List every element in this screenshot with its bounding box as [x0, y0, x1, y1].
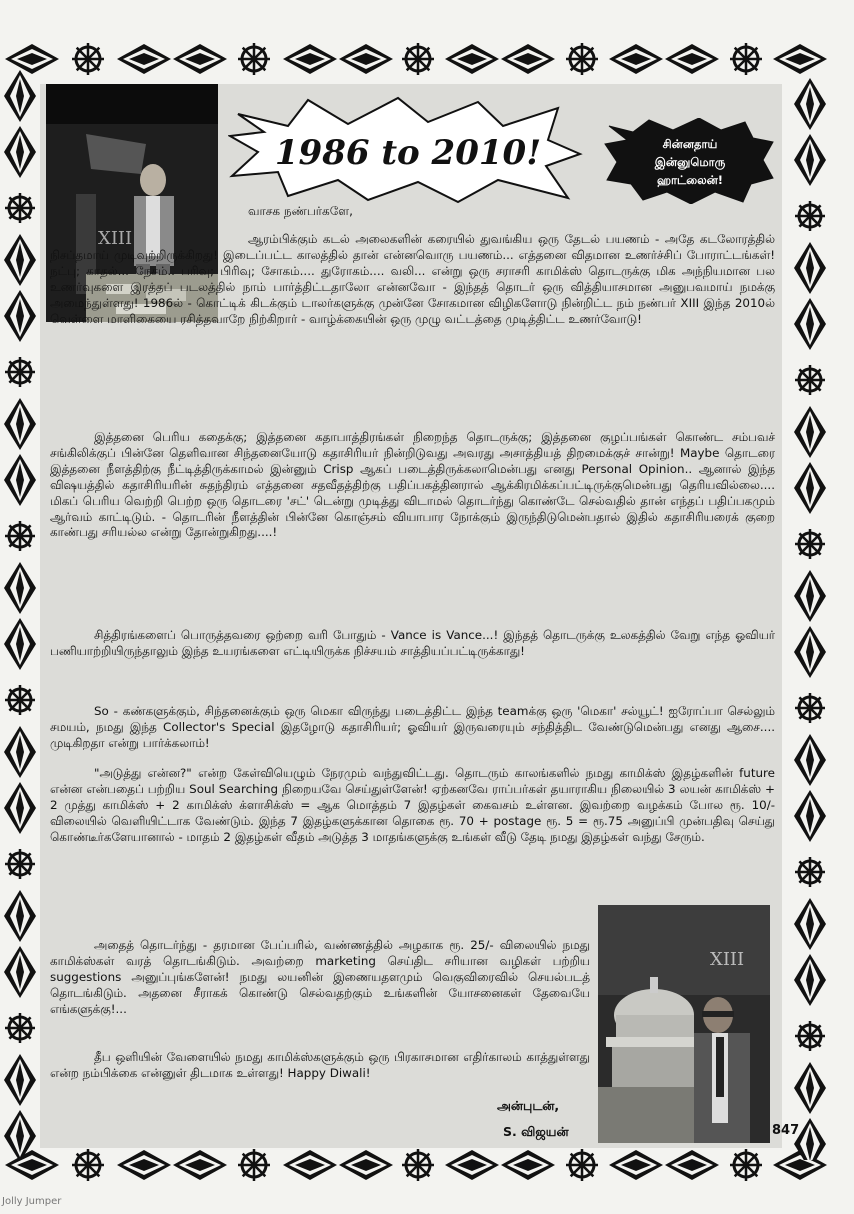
border-diamond: [173, 44, 227, 74]
border-diamond: [794, 898, 826, 950]
border-diamond: [445, 44, 499, 74]
badge-line-3: ஹாட்லைன்!: [656, 173, 724, 187]
border-wheel-icon: [730, 1149, 762, 1181]
border-diamond: [4, 398, 36, 450]
top-border: [0, 36, 854, 82]
border-diamond: [794, 298, 826, 350]
border-wheel-icon: [795, 201, 825, 231]
border-diamond: [117, 1150, 171, 1180]
border-diamond: [4, 782, 36, 834]
border-diamond: [665, 44, 719, 74]
paragraph-6: அதைத் தொடர்ந்து - தரமான பேப்பரில், வண்ணத்தில் அழகாக ரூ. 25/- விலையில் நமது காமிக்ஸ்கள் வரத் தொடங்கிடும். அவற்றை marketing செய்திட சரியான வழிகள் பற்றிய suggestions அனுப்புங்களேன்! நமது லயனின் இணையதளமும் வெகுவிரைவில் செயல்படத் தொடங்கிடும். அதனை சீராகக் கொண்டு செல்வதற்கும் உங்களின் யோசனைகள் தேவையே எங்களுக்கு!...: [50, 938, 590, 1016]
page-number: 847: [772, 1123, 800, 1138]
bottom-border: [0, 1142, 854, 1188]
border-diamond: [794, 1062, 826, 1114]
border-diamond: [339, 1150, 393, 1180]
border-wheel-icon: [72, 1149, 104, 1181]
border-diamond: [794, 790, 826, 842]
border-wheel-icon: [730, 43, 762, 75]
border-diamond: [609, 1150, 663, 1180]
border-diamond: [445, 1150, 499, 1180]
watermark: Jolly Jumper: [2, 1196, 62, 1207]
paragraph-5: "அடுத்து என்ன?" என்ற கேள்வியெழும் நேரமும் வந்துவிட்டது. தொடரும் காலங்களில் நமது காமிக்ஸ் இதழ்களின் future என்ன என்பதைப் பற்றிய Soul Searching நிறையவே செய்துள்ளேன்! ஏற்கனவே ராப்பர்கள் தயாராகிய நிலையில் 3 லயன் காமிக்ஸ் + 2 முத்து காமிக்ஸ் + 2 காமிக்ஸ் க்ளாசிக்ஸ் = ஆக மொத்தம் 7 இதழ்கள் கைவசம் உள்ளன. இவற்றை வழக்கம் போல ரூ. 10/- விலையில் வெளியிட்டாக வேண்டும். இந்த 7 இதழ்களுக்கான தொகை ரூ. 70 + postage ரூ. 5 = ரூ.75 அனுப்பி முன்பதிவு செய்து கொண்டீர்களேயானால் - மாதம் 2 இதழ்கள் வீதம் அடுத்த 3 மாதங்களுக்கு உங்கள் வீடு தேடி நமது இதழ்கள் வந்து சேரும்.: [50, 766, 775, 844]
border-diamond: [4, 1110, 36, 1160]
border-diamond: [794, 954, 826, 1006]
border-wheel-icon: [402, 1149, 434, 1181]
border-wheel-icon: [795, 1021, 825, 1051]
border-diamond: [794, 134, 826, 186]
border-wheel-icon: [5, 193, 35, 223]
border-diamond: [283, 44, 337, 74]
border-diamond: [4, 946, 36, 998]
border-wheel-icon: [5, 849, 35, 879]
badge-line-1: சின்னதாய்: [662, 137, 718, 151]
border-diamond: [4, 726, 36, 778]
paragraph-7: தீப ஒளியின் வேளையில் நமது காமிக்ஸ்களுக்கும் ஒரு பிரகாசமான எதிர்காலம் காத்துள்ளது என்ற நம்பிக்கை என்னுள் திடமாக உள்ளது! Happy Diwali!: [50, 1050, 590, 1080]
salutation: வாசக நண்பர்களே,: [248, 204, 353, 218]
xiii-logo-2: XIII: [710, 949, 745, 970]
border-wheel-icon: [5, 521, 35, 551]
signature: S. விஜயன்: [503, 1124, 569, 1139]
paragraph-4: So - கண்களுக்கும், சிந்தனைக்கும் ஒரு மெகா விருந்து படைத்திட்ட இந்த teamக்கு ஒரு 'மெகா' சல்யூட்! ஐரோப்பா செல்லும் சமயம், நமது இந்த Collector's Special இதழோடு கதாசிரியர்; ஓவியர் இருவரையும் சந்தித்திட வேண்டுமென்பது எனது ஆசை.... முடிகிறதா என்று பார்க்கலாம்!: [50, 704, 775, 750]
border-diamond: [4, 890, 36, 942]
border-diamond: [794, 462, 826, 514]
border-wheel-icon: [795, 857, 825, 887]
border-diamond: [794, 78, 826, 130]
left-border: [0, 60, 40, 1160]
headline-text: 1986 to 2010!: [274, 133, 542, 173]
paragraph-1: ஆரம்பிக்கும் கடல் அலைகளின் கரையில் துவங்கிய ஒரு தேடல் பயணம் - அதே கடலோரத்தில் நிசப்தமாய் முடிவுற்றிருக்கிறது! இடைப்பட்ட காலத்தில் தான் என்னவொரு பயணம்... எத்தனை விதமான உணர்ச்சிப் போராட்டங்கள்! நட்பு; காதல்... நேசம்.. பரிவு; பிரிவு; சோகம்.... துரோகம்.... வலி... என்று ஒரு சராசரி காமிக்ஸ் தொடருக்கு மிக அந்நியமான பல உணர்வுகளை இரத்தப் படலத்தில் நாம் பார்த்திட்டதாலோ என்னவோ - இந்தத் தொடர் ஒரு வித்தியாசமான அனுபவமாய் நமக்கு அமைந்துள்ளது! 1986ல் - கொட்டிக் கிடக்கும் டாலர்களுக்கு முன்னே சோகமான விழிகளோடு நின்றிட்ட நம் நண்பர் XIII இந்த 2010ல் வெள்ளை மாளிகையை ரசித்தவாறே நிற்கிறார் - வாழ்க்கையின் ஒரு முழு வட்டத்தை முடித்திட்ட உணர்வோடு!: [50, 232, 775, 326]
border-diamond: [4, 70, 36, 122]
border-wheel-icon: [72, 43, 104, 75]
border-wheel-icon: [402, 43, 434, 75]
border-wheel-icon: [238, 1149, 270, 1181]
border-diamond: [4, 234, 36, 286]
border-diamond: [794, 734, 826, 786]
border-diamond: [794, 626, 826, 678]
border-diamond: [4, 454, 36, 506]
paragraph-3: சித்திரங்களைப் பொருத்தவரை ஒற்றை வரி போதும் - Vance is Vance...! இந்தத் தொடருக்கு உலகத்தில் வேறு எந்த ஓவியர் பணியாற்றியிருந்தாலும் இந்த உயரங்களை எட்டியிருக்க நிச்சயம் சாத்தியப்பட்டிருக்காது!: [50, 628, 775, 658]
xiii-logo-1: XIII: [98, 228, 133, 249]
border-diamond: [173, 1150, 227, 1180]
badge-line-2: இன்னுமொரு: [654, 155, 726, 169]
border-diamond: [4, 618, 36, 670]
border-diamond: [4, 1054, 36, 1106]
border-wheel-icon: [566, 1149, 598, 1181]
border-diamond: [794, 242, 826, 294]
border-diamond: [4, 562, 36, 614]
signoff-line: அன்புடன்,: [497, 1098, 560, 1113]
border-wheel-icon: [5, 357, 35, 387]
xiii-cover-photo-2010: [598, 905, 770, 1143]
headline-burst: [228, 96, 588, 204]
border-diamond: [665, 1150, 719, 1180]
border-diamond: [501, 44, 555, 74]
border-diamond: [794, 570, 826, 622]
border-diamond: [4, 290, 36, 342]
border-wheel-icon: [795, 693, 825, 723]
border-diamond: [283, 1150, 337, 1180]
border-diamond: [794, 406, 826, 458]
hotline-badge: [603, 118, 775, 204]
border-wheel-icon: [238, 43, 270, 75]
border-wheel-icon: [795, 529, 825, 559]
border-wheel-icon: [566, 43, 598, 75]
paragraph-2: இத்தனை பெரிய கதைக்கு; இத்தனை கதாபாத்திரங்கள் நிறைந்த தொடருக்கு; இத்தனை குழப்பங்கள் கொண்ட சம்பவச் சங்கிலிக்குப் பின்னே தெளிவான சிந்தனையோடு கதாசிரியர் நின்றிடுவது அவரது அசாத்தியத் திறமைக்குச் சான்று! Maybe தொடரை இத்தனை நீளத்திற்கு நீட்டித்திருக்காமல் இன்னும் Crisp ஆகப் படைத்திருக்கலாமென்பது எனது Personal Opinion.. ஆனால் இந்த விஷயத்தில் கதாசிரியரின் சுதந்திரம் எத்தனை சதவீதத்திற்கு பதிப்பகத்தினரால் ஆக்கிரமிக்கப்பட்டிருக்குமென்பது தெரியவில்லை.... மிகப் பெரிய வெற்றி பெற்ற ஒரு தொடரை 'சட்' டென்று முடித்து விடாமல் தொடர்ந்து கொண்டே செல்வதில் தான் எந்தப் பதிப்பகமும் ஆர்வம் காட்டிடும். - தொடரின் நீளத்தின் பின்னே கொஞ்சம் வியாபார நோக்கும் இருந்திடுமென்பதால் இதில் கதாசிரியரைக் குறை காண்பது சரியல்ல என்று தோன்றுகிறது....!: [50, 430, 775, 540]
border-wheel-icon: [5, 685, 35, 715]
border-wheel-icon: [795, 365, 825, 395]
border-diamond: [4, 126, 36, 178]
border-diamond: [609, 44, 663, 74]
right-border: [788, 60, 832, 1160]
border-diamond: [501, 1150, 555, 1180]
border-diamond: [339, 44, 393, 74]
border-wheel-icon: [5, 1013, 35, 1043]
border-diamond: [117, 44, 171, 74]
